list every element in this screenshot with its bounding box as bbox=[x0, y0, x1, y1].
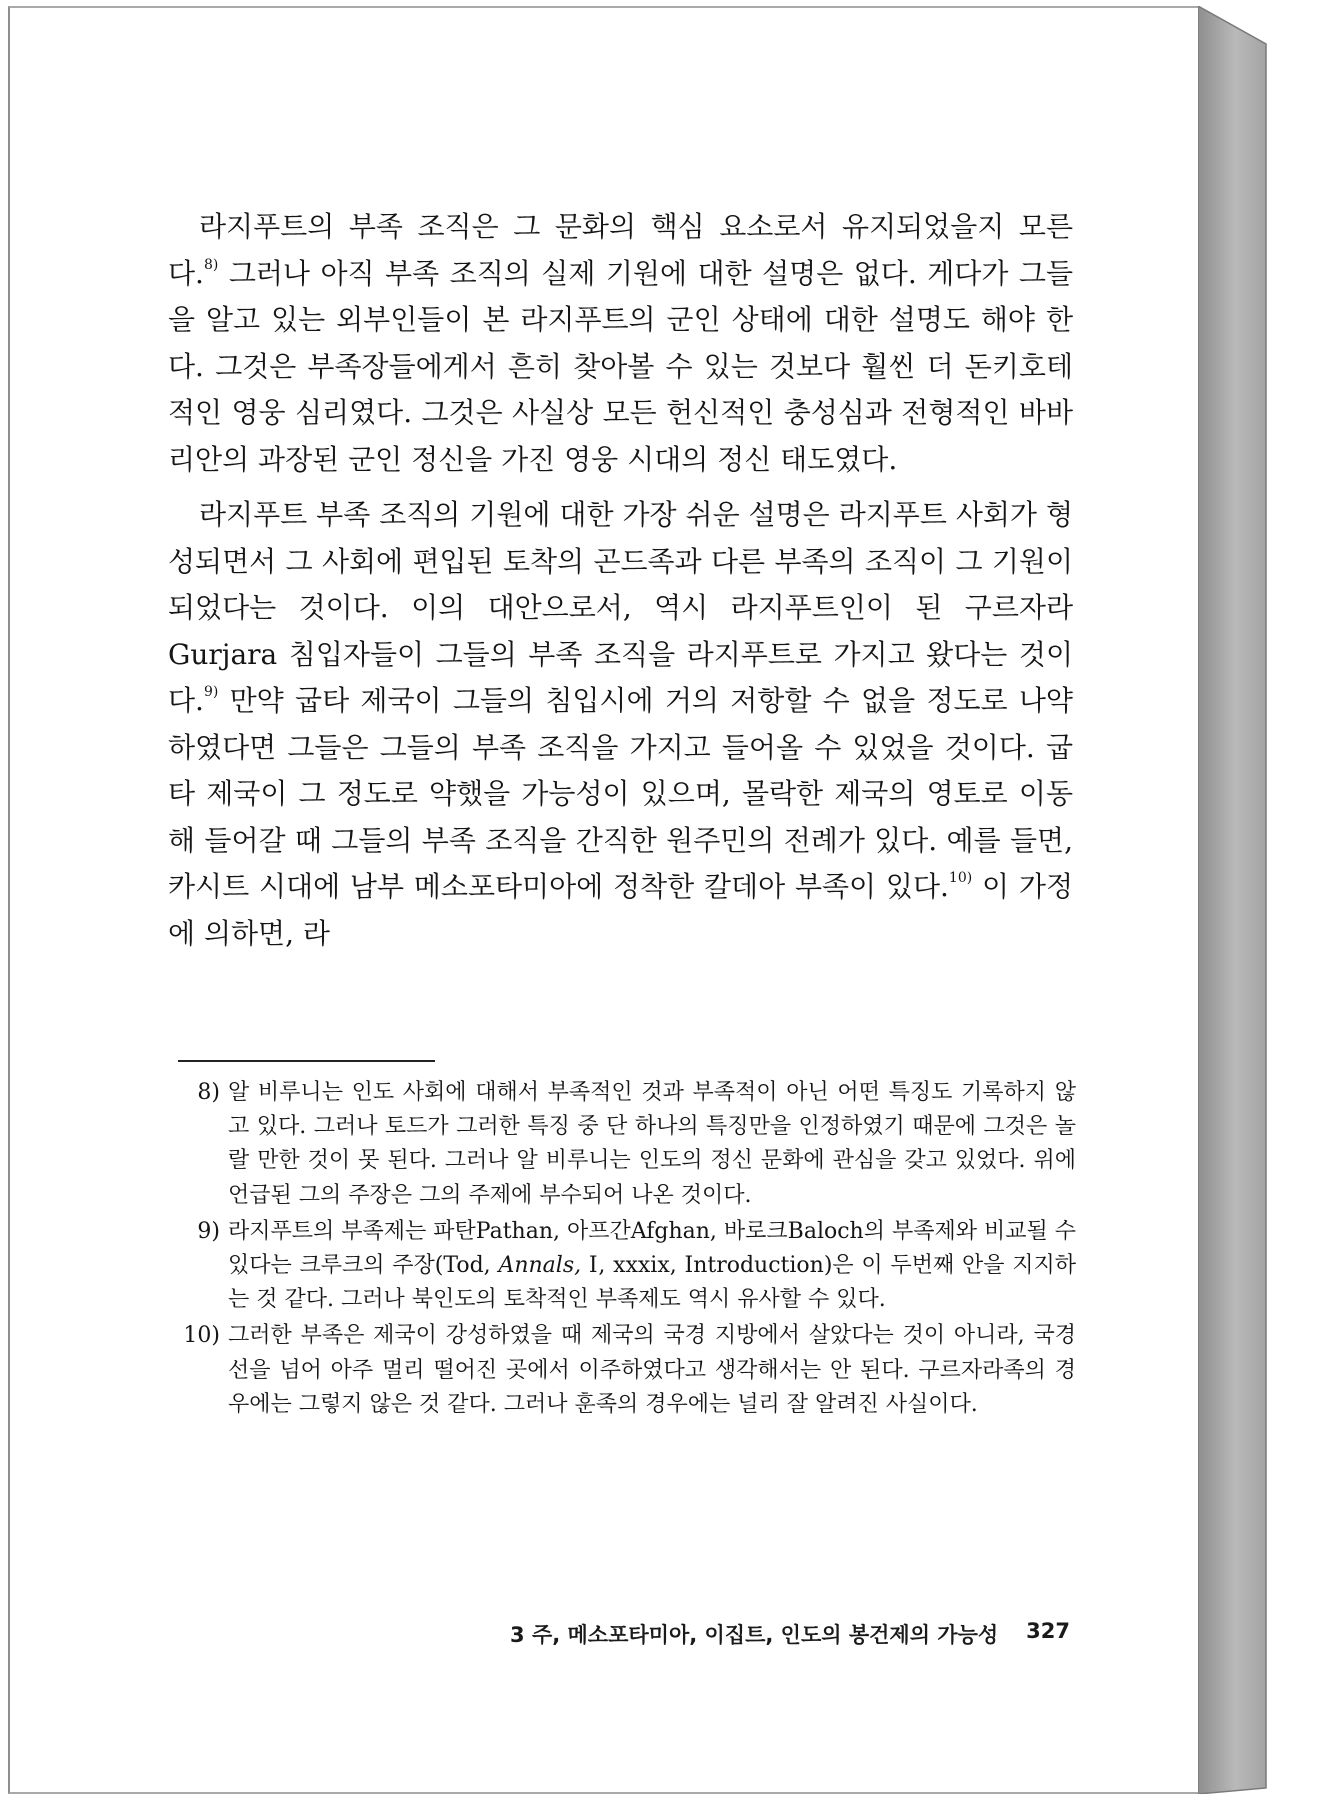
paragraph-1-text-b: 그러나 아직 부족 조직의 실제 기원에 대한 설명은 없다. 게다가 그들을 알고 있는 외부인들이 본 라지푸트의 군인 상태에 대한 설명도 해야 한다. 그것은 부족장들에게서 흔히 찾아볼 수 있는 것보다 훨씬 더 돈키호테적인 영웅 심리였다. 그것은 사실상 모든 헌신적인 충성심과 전형적인 바바리안의 과장된 군인 정신을 가진 영웅 시대의 정신 태도였다. bbox=[168, 256, 1073, 476]
footnotes bbox=[178, 1076, 1076, 1424]
footnote-ref-9: 9) bbox=[203, 684, 219, 700]
book-edge-shape bbox=[1198, 6, 1280, 1794]
paragraph-1-text-a: 라지푸트의 부족 조직은 그 문화의 핵심 요소로서 유지되었을지 모른다. bbox=[168, 210, 1073, 290]
footnote-text: 알 비루니는 인도 사회에 대해서 부족적인 것과 부족적이 아닌 어떤 특징도 기록하지 않고 있다. 그러나 토드가 그러한 특징 중 단 하나의 특징만을 인정하였기 때문에 그것은 놀랄 만한 것이 못 된다. 그러나 알 비루니는 인도의 정신 문화에 관심을 갖고 있었다. 위에 언급된 그의 주장은 그의 주제에 부수되어 나온 것이다. bbox=[228, 1080, 1076, 1208]
footnote-separator bbox=[178, 1060, 435, 1062]
footnote-ref-10: 10) bbox=[948, 870, 973, 886]
page-number: 327 bbox=[1026, 1619, 1070, 1643]
footnote-text: 그러한 부족은 제국이 강성하였을 때 제국의 국경 지방에서 살았다는 것이 아니라, 국경선을 넘어 아주 멀리 떨어진 곳에서 이주하였다고 생각해서는 안 된다. 구르자라족의 경우에는 그렇지 않은 것 같다. 그러나 훈족의 경우에는 널리 잘 알려진 사실이다. bbox=[228, 1323, 1076, 1417]
footnote-text-a: 라지푸트의 부족제는 파탄Pathan, 아프간Afghan, 바로크Baloch의 부족제와 비교될 수 있다는 크루크의 주장(Tod, bbox=[228, 1218, 1076, 1279]
paragraph-2 bbox=[168, 492, 1073, 957]
footnote-10 bbox=[178, 1319, 1076, 1422]
page-footer bbox=[420, 1619, 1070, 1649]
footnote-text-b: Ⅰ, xxxix, Introduction)은 이 두번째 안을 지지하는 것 같다. 그러나 북인도의 토착적인 부족제도 역시 유사할 수 있다. bbox=[228, 1253, 1076, 1313]
paragraph-2-text-b: 만약 굽타 제국이 그들의 침입시에 거의 저항할 수 없을 정도로 나약하였다면 그들은 그들의 부족 조직을 가지고 들어올 수 있었을 것이다. 굽타 제국이 그 정도로 약했을 가능성이 있으며, 몰락한 제국의 영토로 이동해 들어갈 때 그들의 부족 조직을 간직한 원주민의 전례가 있다. 예를 들면, 카시트 시대에 남부 메소포타미아에 정착한 칼데아 부족이 있다. bbox=[168, 684, 1073, 903]
footnote-8 bbox=[178, 1076, 1076, 1213]
footnote-italic-title: Annals, bbox=[498, 1253, 582, 1279]
running-title: 3 주, 메소포타미아, 이집트, 인도의 봉건제의 가능성 bbox=[510, 1623, 999, 1647]
footnote-ref-8: 8) bbox=[203, 256, 219, 273]
book-page bbox=[8, 6, 1198, 1794]
book-edge bbox=[1198, 6, 1280, 1794]
footnote-text bbox=[228, 1215, 1076, 1318]
footnote-9 bbox=[178, 1215, 1076, 1318]
footnote-mark: 10) bbox=[183, 1323, 220, 1349]
paragraph-1 bbox=[168, 204, 1073, 483]
paragraph-2-text-a: 라지푸트 부족 조직의 기원에 대한 가장 쉬운 설명은 라지푸트 사회가 형성되면서 그 사회에 편입된 토착의 곤드족과 다른 부족의 조직이 그 기원이 되었다는 것이다. 이의 대안으로서, 역시 라지푸트인이 된 구르자라Gurjara 침입자들이 그들의 부족 조직을 라지푸트로 가지고 왔다는 것이다. bbox=[168, 498, 1073, 717]
footnote-mark: 9) bbox=[197, 1218, 220, 1244]
main-text bbox=[168, 204, 1073, 966]
footnote-mark: 8) bbox=[197, 1080, 220, 1105]
paragraph-2-text-c: 이 가정에 의하면, 라 bbox=[168, 870, 1073, 950]
